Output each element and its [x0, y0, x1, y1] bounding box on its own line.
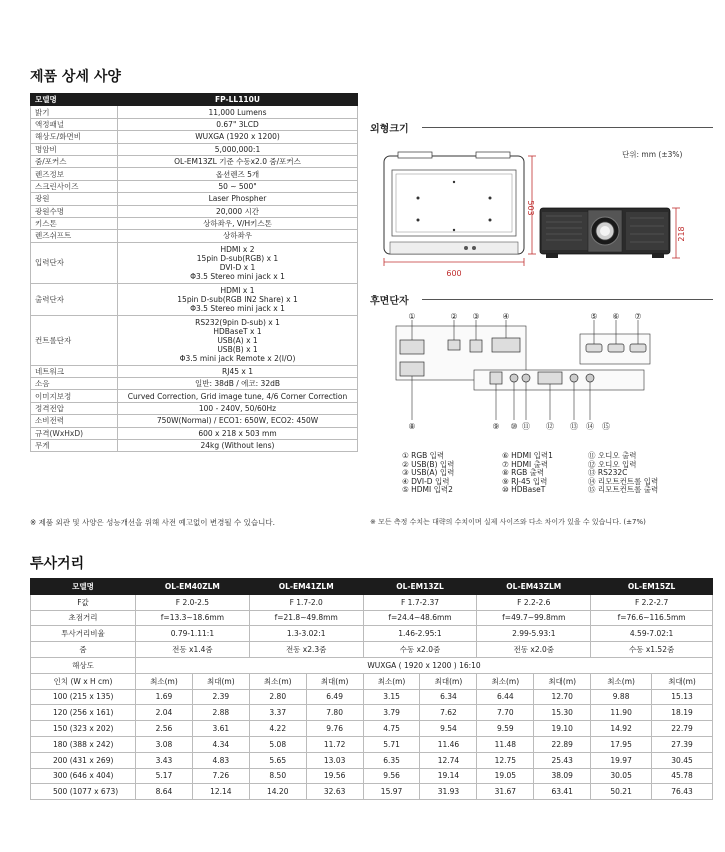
throw-distance-value: 63.41	[534, 784, 591, 800]
min-label: 최소(m)	[363, 673, 420, 689]
throw-distance-value: 17.95	[591, 736, 652, 752]
distance-spec-value: 전동 x2.0줌	[477, 642, 591, 658]
throw-distance-value: 45.78	[652, 768, 713, 784]
legend-item: ⑩ HDBaseT	[502, 485, 546, 495]
throw-distance-value: 11.90	[591, 705, 652, 721]
legend-item: ⑤ HDMI 입력2	[402, 485, 453, 495]
throw-distance-value: 14.20	[249, 784, 306, 800]
legend-item: ⑫ 오디오 입력	[588, 459, 637, 469]
spec-value: 옵션렌즈 5개	[118, 168, 358, 180]
min-label: 최소(m)	[477, 673, 534, 689]
screen-size-label: 150 (323 x 202)	[31, 721, 136, 737]
callout-4: ④	[502, 312, 510, 321]
spec-row	[31, 106, 358, 118]
distance-spec-value: f=76.6~116.5mm	[591, 610, 713, 626]
throw-distance-value: 4.22	[249, 721, 306, 737]
port-legend-col2	[502, 452, 553, 495]
throw-distance-value: 2.80	[249, 689, 306, 705]
port-legend-col1	[402, 452, 454, 495]
spec-value: WUXGA (1920 x 1200)	[118, 131, 358, 143]
spec-value: HDMI x 1 15pin D-sub(RGB IN2 Share) x 1 Φ3.5 Stereo mini jack x 1	[118, 283, 358, 315]
spec-key: 입력단자	[31, 242, 118, 283]
distance-spec-value: 전동 x2.3줌	[249, 642, 363, 658]
distance-size-row	[31, 768, 713, 784]
throw-distance-value: 50.21	[591, 784, 652, 800]
dimension-depth-label: 503	[526, 200, 535, 216]
callout-11: ⑪	[522, 422, 530, 431]
projector-dimension-drawing	[370, 150, 710, 280]
model-name: OL-EM43ZLM	[477, 579, 591, 595]
callout-10: ⑩	[510, 422, 518, 431]
spec-value: Curved Correction, Grid image tune, 4/6 Corner Correction	[118, 390, 358, 402]
size-label: 인치 (W x H cm)	[31, 673, 136, 689]
spec-row	[31, 143, 358, 155]
spec-row	[31, 118, 358, 130]
spec-key: 컨트롤단자	[31, 315, 118, 365]
distance-spec-value: F 1.7-2.37	[363, 594, 477, 610]
legend-item: ④ DVI-D 입력	[402, 476, 450, 486]
throw-distance-value: 1.69	[136, 689, 193, 705]
throw-distance-value: 15.13	[652, 689, 713, 705]
spec-value: 11,000 Lumens	[118, 106, 358, 118]
throw-distance-value: 19.14	[420, 768, 477, 784]
throw-distance-value: 6.34	[420, 689, 477, 705]
legend-item: ⑭ 리모트컨트롤 입력	[588, 476, 659, 486]
spec-key: 렌즈쉬프트	[31, 230, 118, 242]
throw-distance-value: 5.17	[136, 768, 193, 784]
distance-row-label: 투사거리비율	[31, 626, 136, 642]
spec-value: 상하좌우, V/H키스톤	[118, 217, 358, 229]
rear-panel-title-rule	[422, 299, 713, 300]
throw-distance-value: 9.88	[591, 689, 652, 705]
throw-distance-value: 12.70	[534, 689, 591, 705]
throw-distance-value: 4.83	[192, 752, 249, 768]
throw-distance-value: 3.08	[136, 736, 193, 752]
spec-section-title: 제품 상세 사양	[30, 69, 121, 85]
spec-key: 렌즈정보	[31, 168, 118, 180]
legend-item: ⑨ RJ-45 입력	[502, 476, 548, 486]
legend-item: ② USB(B) 입력	[402, 459, 455, 469]
throw-distance-value: 4.34	[192, 736, 249, 752]
legend-item: ⑮ 리모트컨트롤 출력	[588, 485, 659, 495]
model-name: OL-EM40ZLM	[136, 579, 250, 595]
throw-distance-value: 38.09	[534, 768, 591, 784]
distance-size-row	[31, 721, 713, 737]
legend-item: ⑪ 오디오 출력	[588, 451, 637, 460]
rear-note: ※ 모든 측정 수치는 대략의 수치이며 실제 사이즈와 다소 차이가 있을 수 있습니다. (±7%)	[370, 518, 646, 526]
screen-size-label: 200 (431 x 269)	[31, 752, 136, 768]
throw-distance-value: 27.39	[652, 736, 713, 752]
throw-distance-value: 11.46	[420, 736, 477, 752]
spec-key: 줌/포커스	[31, 155, 118, 167]
min-label: 최소(m)	[249, 673, 306, 689]
throw-distance-value: 9.59	[477, 721, 534, 737]
callout-12: ⑫	[546, 422, 554, 431]
spec-row	[31, 242, 358, 283]
max-label: 최대(m)	[652, 673, 713, 689]
throw-distance-value: 13.03	[306, 752, 363, 768]
throw-distance-value: 22.89	[534, 736, 591, 752]
throw-distance-value: 6.35	[363, 752, 420, 768]
throw-distance-value: 6.44	[477, 689, 534, 705]
screen-size-label: 180 (388 x 242)	[31, 736, 136, 752]
throw-distance-value: 7.62	[420, 705, 477, 721]
spec-row	[31, 378, 358, 390]
rear-panel-diagram	[380, 312, 710, 440]
throw-distance-value: 22.79	[652, 721, 713, 737]
distance-spec-row	[31, 594, 713, 610]
spec-key: 소음	[31, 378, 118, 390]
spec-row	[31, 390, 358, 402]
min-max-header-row	[31, 673, 713, 689]
distance-spec-value: 4.59-7.02:1	[591, 626, 713, 642]
distance-spec-row	[31, 626, 713, 642]
distance-section-title: 투사거리	[30, 556, 85, 572]
throw-distance-value: 3.79	[363, 705, 420, 721]
throw-distance-value: 9.76	[306, 721, 363, 737]
spec-key: 무게	[31, 440, 118, 452]
spec-key: 출력단자	[31, 283, 118, 315]
throw-distance-value: 5.08	[249, 736, 306, 752]
distance-spec-value: f=13.3~18.6mm	[136, 610, 250, 626]
spec-value: OL-EM13ZL 기준 수동x2.0 줌/포커스	[118, 155, 358, 167]
spec-row	[31, 230, 358, 242]
throw-distance-value: 32.63	[306, 784, 363, 800]
callout-2: ②	[450, 312, 458, 321]
spec-key: 키스톤	[31, 217, 118, 229]
throw-distance-value: 30.05	[591, 768, 652, 784]
throw-distance-value: 30.45	[652, 752, 713, 768]
model-name: OL-EM15ZL	[591, 579, 713, 595]
throw-distance-value: 3.61	[192, 721, 249, 737]
distance-size-row	[31, 736, 713, 752]
spec-row	[31, 205, 358, 217]
throw-distance-value: 3.43	[136, 752, 193, 768]
throw-distance-value: 76.43	[652, 784, 713, 800]
spec-value: 24kg (Without lens)	[118, 440, 358, 452]
spec-key: 소비전력	[31, 415, 118, 427]
projector-front-view	[540, 208, 670, 258]
legend-item: ① RGB 입력	[402, 451, 445, 460]
spec-row	[31, 168, 358, 180]
callout-3: ③	[472, 312, 480, 321]
throw-distance-value: 2.56	[136, 721, 193, 737]
legend-item: ⑦ HDMI 출력	[502, 459, 549, 469]
throw-distance-value: 14.92	[591, 721, 652, 737]
spec-value: 0.67" 3LCD	[118, 118, 358, 130]
spec-row	[31, 402, 358, 414]
callout-6: ⑥	[612, 312, 620, 321]
spec-value: 750W(Normal) / ECO1: 650W, ECO2: 450W	[118, 415, 358, 427]
max-label: 최대(m)	[306, 673, 363, 689]
distance-spec-value: 수동 x2.0줌	[363, 642, 477, 658]
max-label: 최대(m)	[420, 673, 477, 689]
callout-9: ⑨	[492, 422, 500, 431]
spec-value: RJ45 x 1	[118, 365, 358, 377]
spec-value: 상하좌우	[118, 230, 358, 242]
legend-item: ③ USB(A) 입력	[402, 468, 455, 478]
spec-table	[30, 93, 358, 452]
min-label: 최소(m)	[591, 673, 652, 689]
spec-value: 20,000 시간	[118, 205, 358, 217]
spec-value: 100 - 240V, 50/60Hz	[118, 402, 358, 414]
distance-spec-value: F 1.7-2.0	[249, 594, 363, 610]
callout-1: ①	[408, 312, 416, 321]
distance-spec-row	[31, 642, 713, 658]
dimensions-unit: 단위: mm (±3%)	[622, 150, 683, 159]
spec-row	[31, 217, 358, 229]
throw-distance-value: 8.50	[249, 768, 306, 784]
throw-distance-value: 9.54	[420, 721, 477, 737]
distance-spec-value: f=21.8~49.8mm	[249, 610, 363, 626]
callout-13: ⑬	[570, 422, 578, 431]
spec-row	[31, 155, 358, 167]
rear-panel-title: 후면단자	[370, 296, 409, 307]
throw-distance-value: 3.15	[363, 689, 420, 705]
throw-distance-value: 15.30	[534, 705, 591, 721]
callout-7: ⑦	[634, 312, 642, 321]
spec-row	[31, 365, 358, 377]
spec-row	[31, 440, 358, 452]
throw-distance-value: 8.64	[136, 784, 193, 800]
dimensions-title: 외형크기	[370, 124, 409, 135]
distance-spec-value: f=24.4~48.6mm	[363, 610, 477, 626]
distance-size-row	[31, 784, 713, 800]
throw-distance-value: 7.70	[477, 705, 534, 721]
throw-distance-value: 2.88	[192, 705, 249, 721]
throw-distance-value: 3.37	[249, 705, 306, 721]
throw-distance-value: 12.75	[477, 752, 534, 768]
distance-spec-value: 1.46-2.95:1	[363, 626, 477, 642]
distance-spec-value: 0.79-1.11:1	[136, 626, 250, 642]
spec-key: 밝기	[31, 106, 118, 118]
spec-row	[31, 415, 358, 427]
throw-distance-value: 11.48	[477, 736, 534, 752]
screen-size-label: 100 (215 x 135)	[31, 689, 136, 705]
spec-key: 액정패널	[31, 118, 118, 130]
throw-distance-value: 12.14	[192, 784, 249, 800]
dimension-height-label: 218	[677, 226, 686, 242]
dimensions-title-rule	[422, 127, 713, 128]
throw-distance-value: 19.56	[306, 768, 363, 784]
spec-key: 스크린사이즈	[31, 180, 118, 192]
throw-distance-value: 19.97	[591, 752, 652, 768]
spec-header-model: FP-LL110U	[118, 94, 358, 106]
throw-distance-value: 18.19	[652, 705, 713, 721]
throw-distance-value: 5.65	[249, 752, 306, 768]
max-label: 최대(m)	[192, 673, 249, 689]
spec-header-row	[31, 94, 358, 106]
spec-note: ※ 제품 외관 및 사양은 성능개선을 위해 사전 예고없이 변경될 수 있습니다.	[30, 518, 275, 527]
distance-row-label: 초점거리	[31, 610, 136, 626]
spec-value: Laser Phospher	[118, 193, 358, 205]
spec-row	[31, 193, 358, 205]
throw-distance-value: 2.04	[136, 705, 193, 721]
distance-spec-value: 수동 x1.52줌	[591, 642, 713, 658]
screen-size-label: 500 (1077 x 673)	[31, 784, 136, 800]
spec-header-key: 모델명	[31, 94, 118, 106]
throw-distance-value: 11.72	[306, 736, 363, 752]
throw-distance-value: 9.56	[363, 768, 420, 784]
spec-value: HDMI x 2 15pin D-sub(RGB) x 1 DVI-D x 1 Φ3.5 Stereo mini jack x 1	[118, 242, 358, 283]
spec-key: 명암비	[31, 143, 118, 155]
distance-spec-value: 1.3-3.02:1	[249, 626, 363, 642]
spec-value: 600 x 218 x 503 mm	[118, 427, 358, 439]
projector-top-view	[384, 152, 524, 254]
throw-distance-value: 2.39	[192, 689, 249, 705]
spec-key: 광원	[31, 193, 118, 205]
callout-8: ⑧	[408, 422, 416, 431]
spec-value: 일반: 38dB / 에코: 32dB	[118, 378, 358, 390]
throw-distance-value: 19.05	[477, 768, 534, 784]
distance-row-label: F값	[31, 594, 136, 610]
models-label: 모델명	[31, 579, 136, 595]
distance-spec-value: 2.99-5.93:1	[477, 626, 591, 642]
spec-key: 이미지보정	[31, 390, 118, 402]
max-label: 최대(m)	[534, 673, 591, 689]
spec-row	[31, 180, 358, 192]
distance-spec-value: F 2.2-2.6	[477, 594, 591, 610]
spec-row	[31, 283, 358, 315]
distance-size-row	[31, 705, 713, 721]
throw-distance-value: 31.67	[477, 784, 534, 800]
callout-15: ⑮	[602, 422, 610, 431]
throw-distance-value: 15.97	[363, 784, 420, 800]
throw-distance-value: 6.49	[306, 689, 363, 705]
legend-item: ⑧ RGB 출력	[502, 468, 545, 478]
distance-spec-value: F 2.0-2.5	[136, 594, 250, 610]
port-legend-col3	[588, 452, 658, 495]
spec-key: 규격(WxHxD)	[31, 427, 118, 439]
spec-row	[31, 427, 358, 439]
resolution-value: WUXGA ( 1920 x 1200 ) 16:10	[136, 657, 713, 673]
dimension-width-label: 600	[446, 269, 462, 278]
distance-spec-value: 전동 x1.4줌	[136, 642, 250, 658]
throw-distance-value: 31.93	[420, 784, 477, 800]
distance-row-label: 줌	[31, 642, 136, 658]
legend-item: ⑥ HDMI 입력1	[502, 451, 553, 460]
distance-spec-row	[31, 610, 713, 626]
callout-14: ⑭	[586, 422, 594, 431]
spec-value: RS232(9pin D-sub) x 1 HDBaseT x 1 USB(A) x 1 USB(B) x 1 Φ3.5 mini jack Remote x 2(I/O)	[118, 315, 358, 365]
distance-spec-value: F 2.2-2.7	[591, 594, 713, 610]
model-name: OL-EM13ZL	[363, 579, 477, 595]
spec-row	[31, 131, 358, 143]
screen-size-label: 300 (646 x 404)	[31, 768, 136, 784]
spec-row	[31, 315, 358, 365]
distance-size-row	[31, 689, 713, 705]
resolution-label: 해상도	[31, 657, 136, 673]
min-label: 최소(m)	[136, 673, 193, 689]
throw-distance-value: 25.43	[534, 752, 591, 768]
distance-header-row	[31, 579, 713, 595]
spec-value: 5,000,000:1	[118, 143, 358, 155]
distance-size-row	[31, 752, 713, 768]
resolution-row	[31, 657, 713, 673]
throw-distance-value: 12.74	[420, 752, 477, 768]
spec-key: 정격전압	[31, 402, 118, 414]
throw-distance-table	[30, 578, 713, 800]
spec-key: 해상도/화면비	[31, 131, 118, 143]
throw-distance-value: 7.80	[306, 705, 363, 721]
callout-5: ⑤	[590, 312, 598, 321]
throw-distance-value: 19.10	[534, 721, 591, 737]
screen-size-label: 120 (256 x 161)	[31, 705, 136, 721]
throw-distance-value: 5.71	[363, 736, 420, 752]
spec-value: 50 ~ 500"	[118, 180, 358, 192]
model-name: OL-EM41ZLM	[249, 579, 363, 595]
throw-distance-value: 7.26	[192, 768, 249, 784]
spec-key: 광원수명	[31, 205, 118, 217]
distance-spec-value: f=49.7~99.8mm	[477, 610, 591, 626]
spec-key: 네트워크	[31, 365, 118, 377]
throw-distance-value: 4.75	[363, 721, 420, 737]
legend-item: ⑬ RS232C	[588, 468, 628, 478]
